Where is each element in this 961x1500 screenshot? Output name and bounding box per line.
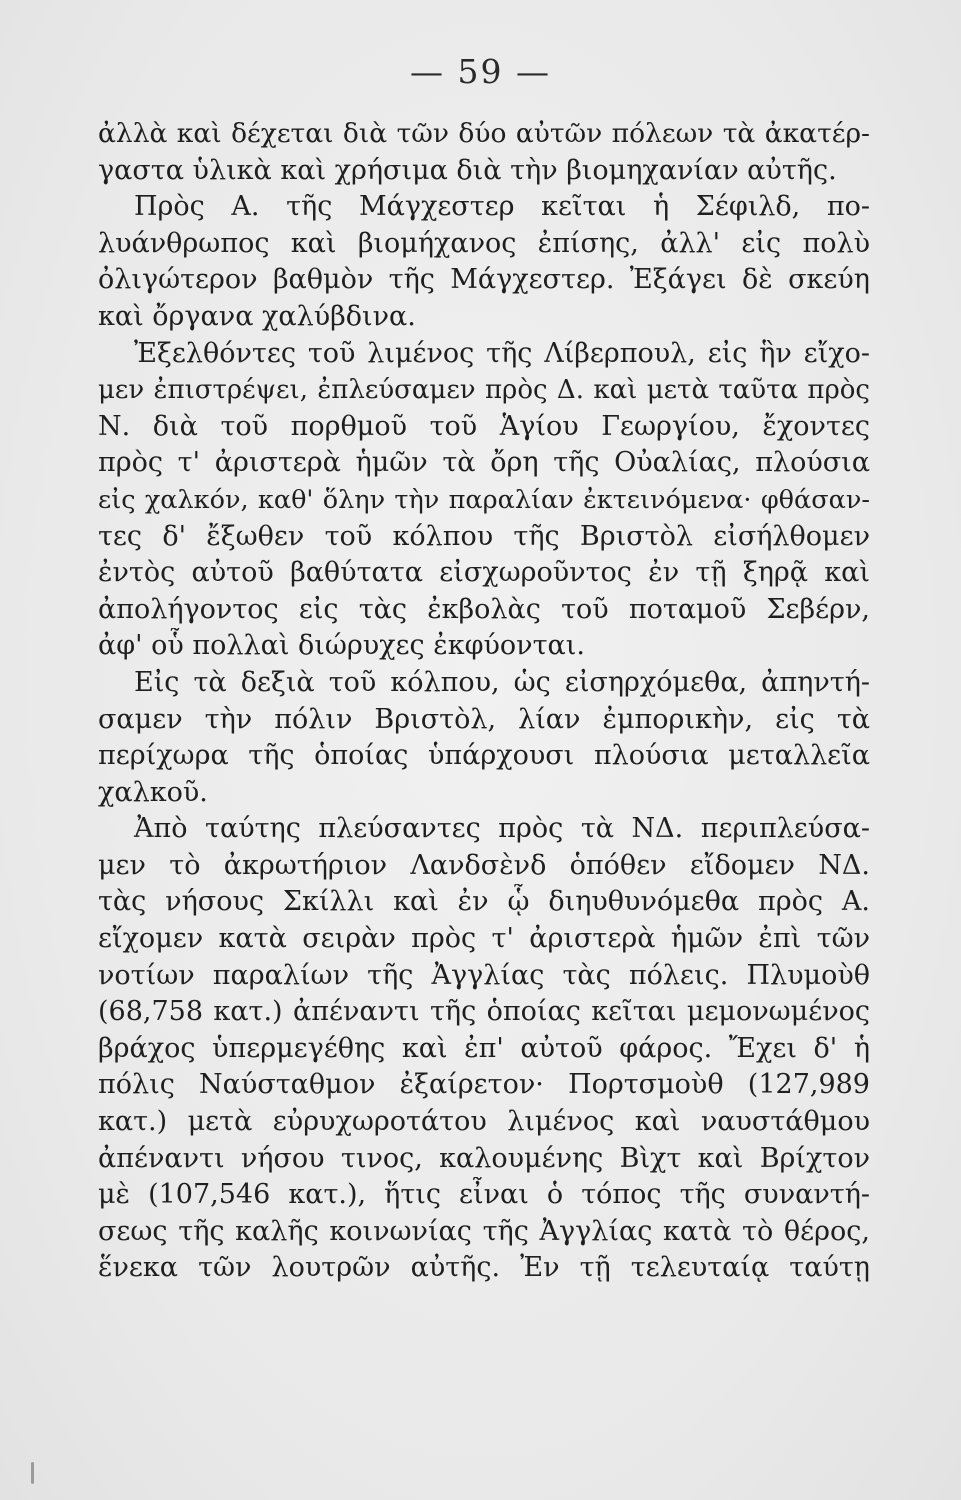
text-line-23: εἴχομεν κατὰ σειρὰν πρὸς τ' ἀριστερὰ ἡμῶν ἐπὶ τῶν (98, 923, 870, 955)
text-line-1: ἀλλὰ καὶ δέχεται διὰ τῶν δύο αὐτῶν πόλεων τὰ ἀκατέρ- (98, 118, 870, 149)
body-text (98, 116, 870, 1287)
text-line-29: ἀπέναντι νήσου τινος, καλουμένης Βὶχτ καὶ Βρίχτον (98, 1142, 870, 1174)
paper-speck (31, 1462, 34, 1484)
text-line-32: ἕνεκα τῶν λουτρῶν αὐτῆς. Ἐν τῇ τελευταίᾳ ταύτῃ (98, 1252, 870, 1284)
text-line-15: ἀφ' οὗ πολλαὶ διώρυχες ἐκφύονται. (98, 630, 585, 662)
text-line-12: τες δ' ἔξωθεν τοῦ κόλπου τῆς Βριστὸλ εἰσήλθομεν (98, 520, 870, 552)
text-line-10: πρὸς τ' ἀριστερὰ ἡμῶν τὰ ὄρη τῆς Οὐαλίας, πλούσια (98, 447, 870, 479)
text-line-3: Πρὸς Α. τῆς Μάγχεστερ κεῖται ἡ Σέφιλδ, πο- (134, 191, 870, 223)
text-line-26: βράχος ὑπερμεγέθης καὶ ἐπ' αὐτοῦ φάρος. Ἔχει δ' ἡ (98, 1032, 870, 1064)
text-line-25: (68,758 κατ.) ἀπέναντι τῆς ὁποίας κεῖται μεμονωμένος (98, 996, 870, 1028)
text-line-31: σεως τῆς καλῆς κοινωνίας τῆς Ἀγγλίας κατὰ τὸ θέρος, (98, 1215, 870, 1247)
text-line-8: μεν ἐπιστρέψει, ἐπλεύσαμεν πρὸς Δ. καὶ μετὰ ταῦτα πρὸς (98, 375, 870, 406)
text-line-7: Ἐξελθόντες τοῦ λιμένος τῆς Λίβερπουλ, εἰς ἣν εἴχο- (134, 337, 870, 369)
text-line-22: τὰς νήσους Σκίλλι καὶ ἐν ᾧ διηυθυνόμεθα πρὸς Α. (98, 886, 870, 918)
text-line-24: νοτίων παραλίων τῆς Ἀγγλίας τὰς πόλεις. Πλυμοὺθ (98, 959, 870, 991)
text-line-28: κατ.) μετὰ εὐρυχωροτάτου λιμένος καὶ ναυστάθμου (98, 1106, 870, 1138)
text-line-14: ἀπολήγοντος εἰς τὰς ἐκβολὰς τοῦ ποταμοῦ Σεβέρν, (98, 593, 870, 625)
text-line-20: Ἀπὸ ταύτης πλεύσαντες πρὸς τὰ ΝΔ. περιπλεύσα- (134, 813, 870, 845)
text-line-27: πόλις Ναύσταθμον ἐξαίρετον· Πορτσμοὺθ (127,989 (98, 1069, 870, 1101)
text-line-17: σαμεν τὴν πόλιν Βριστὸλ, λίαν ἐμπορικὴν, εἰς τὰ (98, 703, 870, 735)
text-line-11: εἰς χαλκόν, καθ' ὅλην τὴν παραλίαν ἐκτεινόμενα· φθάσαν- (98, 484, 870, 515)
text-line-13: ἐντὸς αὐτοῦ βαθύτατα εἰσχωροῦντος ἐν τῇ ξηρᾷ καὶ (98, 557, 870, 589)
text-line-5: ὀλιγώτερον βαθμὸν τῆς Μάγχεστερ. Ἐξάγει δὲ σκεύη (98, 264, 870, 296)
text-line-16: Εἰς τὰ δεξιὰ τοῦ κόλπου, ὡς εἰσηρχόμεθα, ἀπηντή- (134, 666, 870, 698)
text-line-30: μὲ (107,546 κατ.), ἥτις εἶναι ὁ τόπος τῆς συναντή- (98, 1179, 870, 1211)
text-line-6: καὶ ὄργανα χαλύβδινα. (98, 300, 416, 332)
text-line-21: μεν τὸ ἀκρωτήριον Λανδσὲνδ ὁπόθεν εἴδομεν ΝΔ. (98, 849, 870, 881)
text-line-9: Ν. διὰ τοῦ πορθμοῦ τοῦ Ἁγίου Γεωργίου, ἔχοντες (98, 410, 870, 442)
page-number: — 59 — (410, 52, 551, 91)
text-line-2: γαστα ὑλικὰ καὶ χρήσιμα διὰ τὴν βιομηχανίαν αὐτῆς. (98, 154, 837, 186)
text-line-19: χαλκοῦ. (98, 776, 208, 808)
text-line-4: λυάνθρωπος καὶ βιομήχανος ἐπίσης, ἀλλ' εἰς πολὺ (98, 227, 870, 259)
text-line-18: περίχωρα τῆς ὁποίας ὑπάρχουσι πλούσια μεταλλεῖα (98, 740, 870, 772)
